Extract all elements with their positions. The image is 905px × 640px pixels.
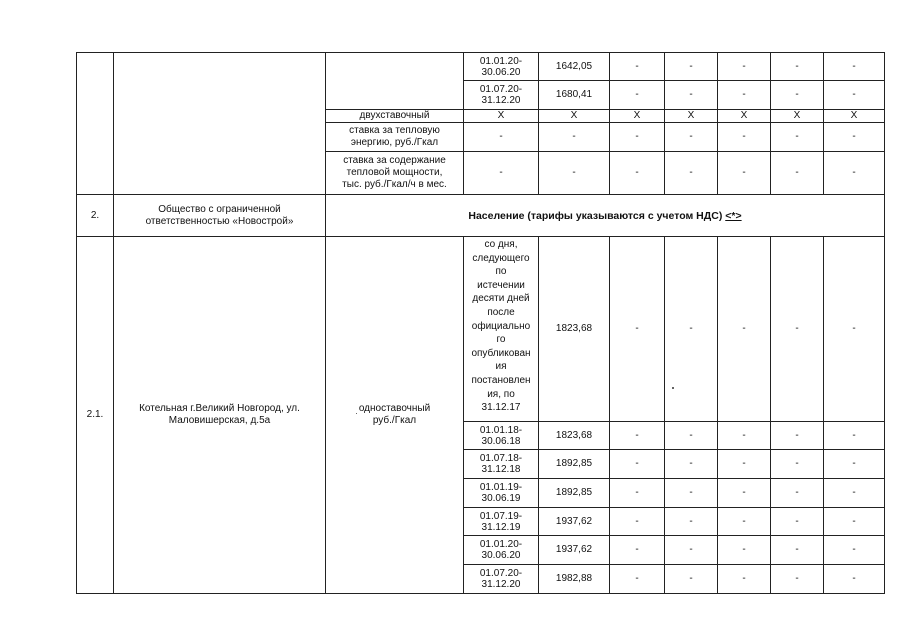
value-cell: - [718, 536, 771, 565]
boiler-house-name: Котельная г.Великий Новгород, ул. Маловишерская, д.5а [114, 237, 326, 594]
value-cell: - [665, 565, 718, 594]
value-cell: - [665, 237, 718, 422]
tariff-type: одноставочный руб./Гкал [326, 237, 464, 594]
value-cell: - [771, 479, 824, 508]
period-cell: 01.01.18- 30.06.18 [464, 422, 539, 450]
table-row [77, 53, 885, 81]
value-cell: - [665, 422, 718, 450]
scan-speck [356, 413, 357, 414]
two-rate-label: двухставочный [326, 110, 464, 123]
value-cell: X [665, 110, 718, 123]
period-cell: со дня, следующего по истечении десяти дней после официально го опубликован ия постановлен ия, по 31.12.17 [464, 237, 539, 422]
value-cell: - [718, 81, 771, 110]
value-cell: - [824, 422, 885, 450]
scan-speck [672, 387, 674, 389]
value-cell: - [610, 565, 665, 594]
period-cell: 01.01.20- 30.06.20 [464, 536, 539, 565]
value-cell: - [824, 152, 885, 195]
footnote-ref: <*> [725, 209, 742, 222]
row-number: 2. [77, 195, 114, 237]
value-cell: - [610, 237, 665, 422]
row-number: 2.1. [77, 237, 114, 594]
period-cell: 01.01.20- 30.06.20 [464, 53, 539, 81]
period-cell: 01.01.19- 30.06.19 [464, 479, 539, 508]
value-cell: - [771, 508, 824, 536]
value-cell: - [610, 123, 665, 152]
value-cell: - [718, 53, 771, 81]
period-cell: 01.07.19- 31.12.19 [464, 508, 539, 536]
value-cell: - [718, 450, 771, 479]
price-cell: 1823,68 [539, 237, 610, 422]
value-cell: - [718, 565, 771, 594]
period-cell: 01.07.20- 31.12.20 [464, 81, 539, 110]
value-cell: - [718, 237, 771, 422]
price-cell: 1937,62 [539, 536, 610, 565]
section-title [326, 195, 885, 237]
value-cell: - [610, 152, 665, 195]
value-cell: - [610, 53, 665, 81]
price-cell: 1642,05 [539, 53, 610, 81]
price-cell: 1982,88 [539, 565, 610, 594]
value-cell: - [824, 81, 885, 110]
value-cell: - [610, 508, 665, 536]
value-cell: - [771, 53, 824, 81]
price-cell: X [539, 110, 610, 123]
heat-capacity-label: ставка за содержание тепловой мощности, тыс. руб./Гкал/ч в мес. [326, 152, 464, 195]
value-cell: - [771, 237, 824, 422]
value-cell: - [665, 152, 718, 195]
value-cell: - [824, 565, 885, 594]
price-cell: 1892,85 [539, 450, 610, 479]
value-cell: - [610, 422, 665, 450]
period-cell: - [464, 123, 539, 152]
value-cell: - [824, 536, 885, 565]
value-cell: - [771, 450, 824, 479]
period-cell: - [464, 152, 539, 195]
value-cell: - [771, 565, 824, 594]
period-cell: X [464, 110, 539, 123]
value-cell: - [665, 53, 718, 81]
organization-name: Общество с ограниченной ответственностью «Новострой» [114, 195, 326, 237]
type-cell-continued [326, 53, 464, 110]
value-cell: - [718, 479, 771, 508]
value-cell: - [824, 450, 885, 479]
value-cell: - [610, 479, 665, 508]
value-cell: - [824, 237, 885, 422]
value-cell: - [665, 450, 718, 479]
price-cell: 1680,41 [539, 81, 610, 110]
period-cell: 01.07.20- 31.12.20 [464, 565, 539, 594]
value-cell: - [718, 422, 771, 450]
price-cell: - [539, 123, 610, 152]
value-cell: - [665, 508, 718, 536]
value-cell: - [665, 479, 718, 508]
heat-energy-label: ставка за тепловую энергию, руб./Гкал [326, 123, 464, 152]
section-row [77, 195, 885, 237]
org-cell-continued [114, 53, 326, 195]
value-cell: - [824, 53, 885, 81]
value-cell: - [771, 123, 824, 152]
value-cell: - [610, 81, 665, 110]
value-cell: X [824, 110, 885, 123]
price-cell: - [539, 152, 610, 195]
value-cell: - [771, 422, 824, 450]
value-cell: - [824, 508, 885, 536]
num-cell-continued [77, 53, 114, 195]
section-title-text: Население (тарифы указываются с учетом НДС) [468, 209, 726, 222]
price-cell: 1892,85 [539, 479, 610, 508]
value-cell: - [665, 123, 718, 152]
value-cell: - [665, 536, 718, 565]
value-cell: - [771, 152, 824, 195]
value-cell: - [771, 81, 824, 110]
value-cell: - [824, 123, 885, 152]
value-cell: - [610, 536, 665, 565]
value-cell: - [665, 81, 718, 110]
period-cell: 01.07.18- 31.12.18 [464, 450, 539, 479]
value-cell: - [718, 508, 771, 536]
tariff-table [76, 52, 885, 594]
price-cell: 1823,68 [539, 422, 610, 450]
value-cell: - [718, 152, 771, 195]
table-row [77, 237, 885, 422]
value-cell: X [771, 110, 824, 123]
value-cell: - [718, 123, 771, 152]
value-cell: - [824, 479, 885, 508]
price-cell: 1937,62 [539, 508, 610, 536]
value-cell: X [610, 110, 665, 123]
value-cell: X [718, 110, 771, 123]
value-cell: - [771, 536, 824, 565]
value-cell: - [610, 450, 665, 479]
